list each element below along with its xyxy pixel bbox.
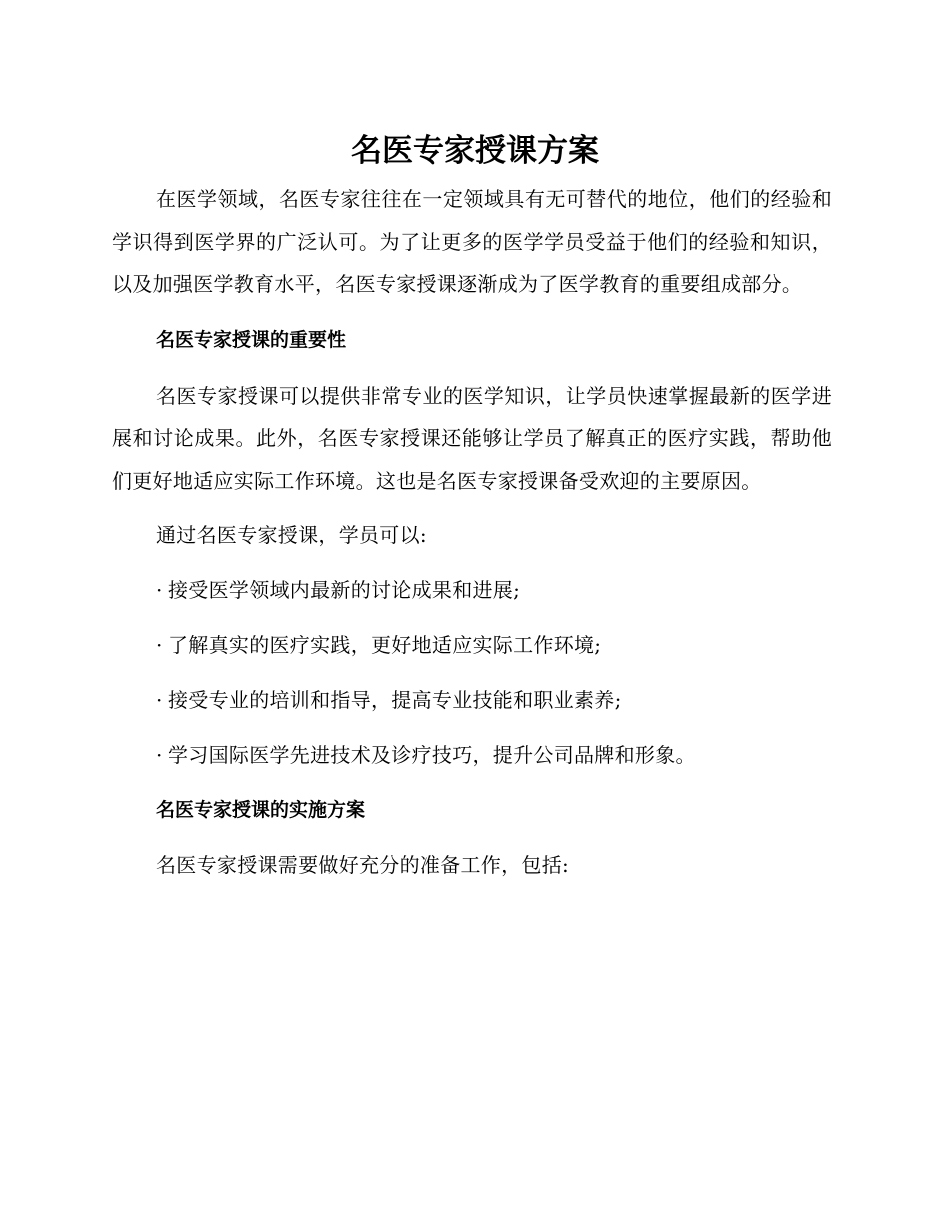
page-title: 名医专家授课方案 [351,133,599,169]
list-item-text: 学习国际医学先进技术及诊疗技巧，提升公司品牌和形象。 [168,743,696,767]
bullet-icon: · [156,578,163,602]
benefits-lead: 通过名医专家授课，学员可以: [156,523,427,547]
list-item [112,679,832,721]
importance-paragraph: 名医专家授课可以提供非常专业的医学知识，让学员快速掌握最新的医学进展和讨论成果。此外，名医专家授课还能够让学员了解真正的医疗实践，帮助他们更好地适应实际工作环境。这也是名医专家授课备受欢迎的主要原因。 [112,383,832,493]
section-heading-implementation: 名医专家授课的实施方案 [156,799,366,821]
bullet-icon: · [156,633,163,657]
intro-paragraph: 在医学领域，名医专家往往在一定领域具有无可替代的地位，他们的经验和学识得到医学界的广泛认可。为了让更多的医学学员受益于他们的经验和知识，以及加强医学教育水平，名医专家授课逐渐成为了医学教育的重要组成部分。 [112,187,832,296]
list-item-text: 接受专业的培训和指导，提高专业技能和职业素养; [168,688,622,712]
document-body [112,178,832,886]
list-item [112,624,832,666]
implementation-lead: 名医专家授课需要做好充分的准备工作，包括: [156,853,570,877]
list-item [112,734,832,776]
list-item-text: 接受医学领域内最新的讨论成果和进展; [168,578,521,602]
bullet-icon: · [156,743,163,767]
bullet-icon: · [156,688,163,712]
section-heading-importance: 名医专家授课的重要性 [156,328,347,351]
list-item-text: 了解真实的医疗实践，更好地适应实际工作环境; [168,633,602,657]
list-item [112,569,832,611]
